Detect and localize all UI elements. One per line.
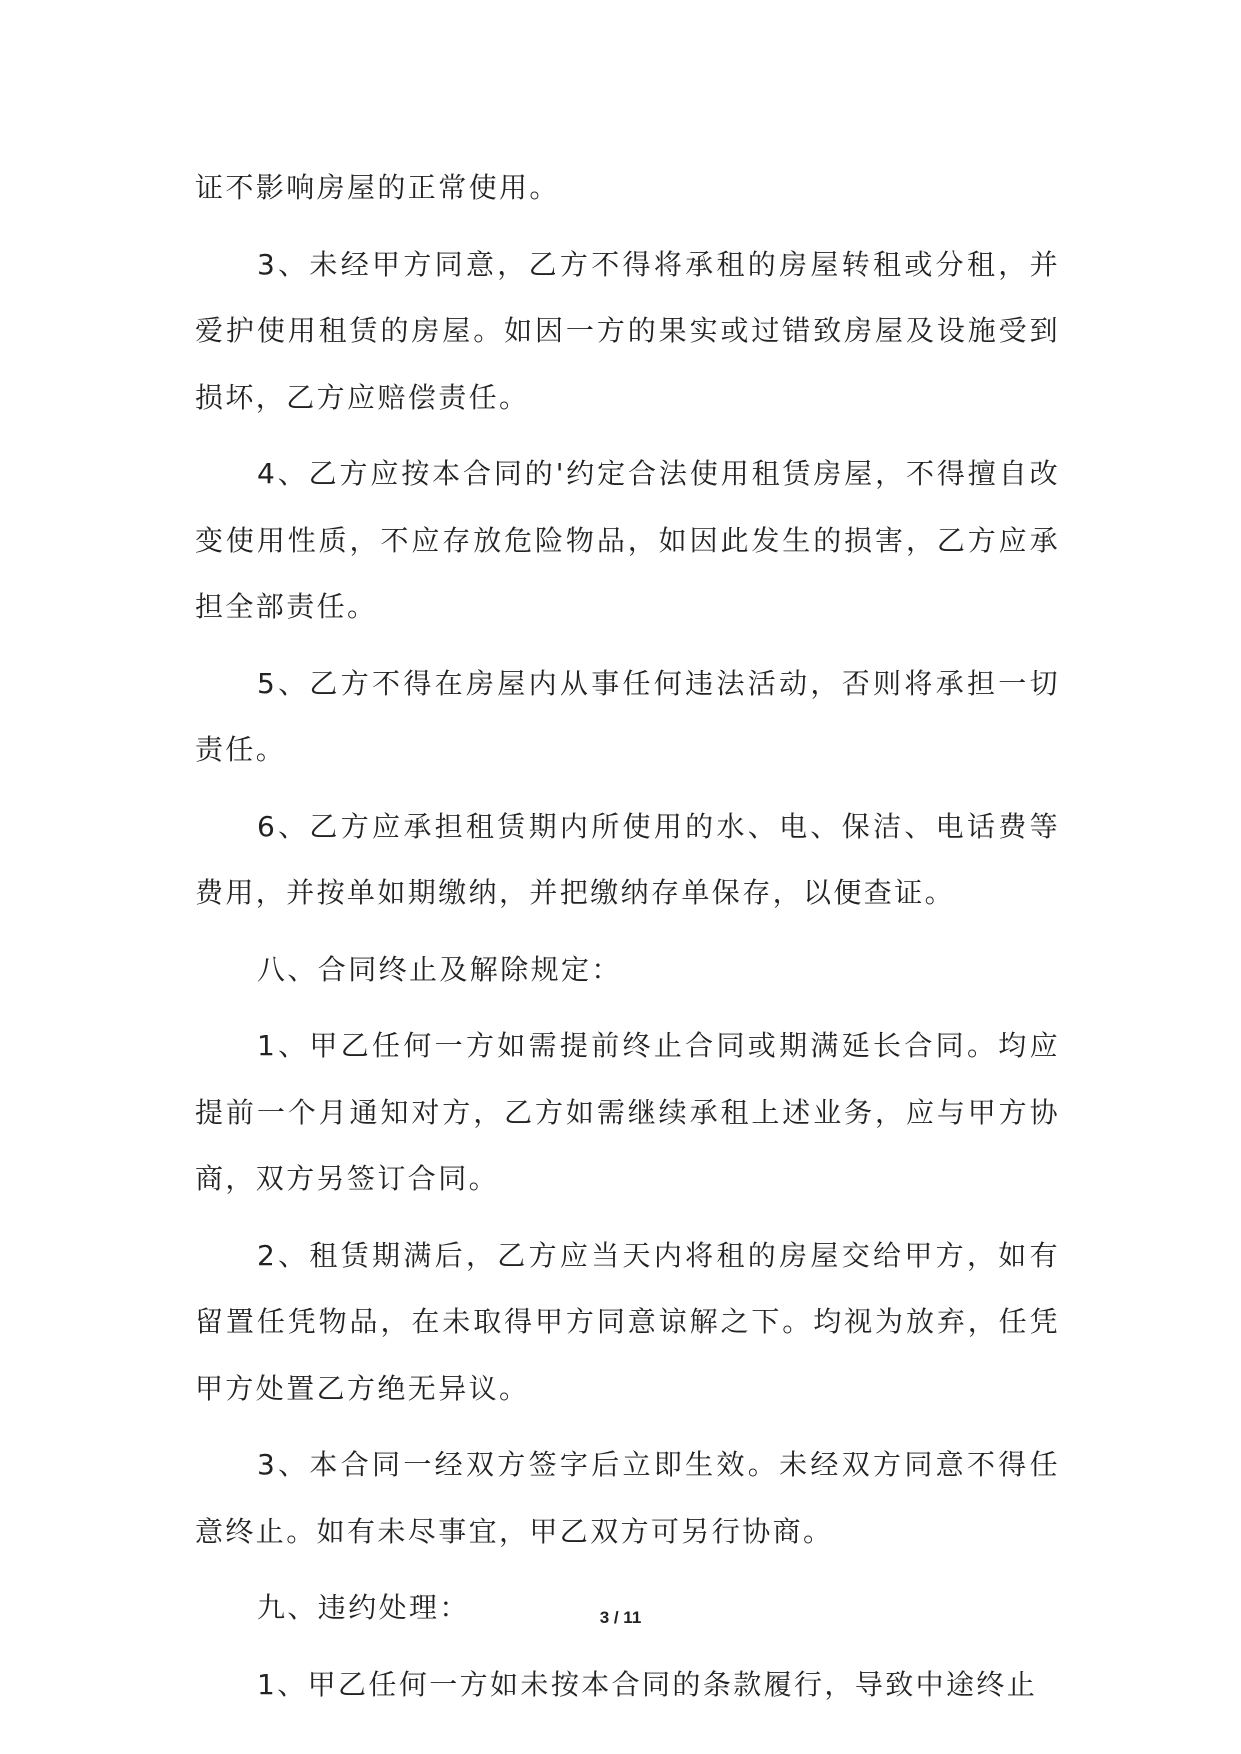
section-heading-breach: 九、违约处理： xyxy=(257,1591,470,1624)
paragraph-termination-1: 1、甲乙任何一方如需提前终止合同或期满延长合同。均应提前一个月通知对方，乙方如需继续承租上述业务，应与甲方协商，双方另签订合同。 xyxy=(195,1029,1060,1195)
paragraph-termination-2: 2、租赁期满后，乙方应当天内将租的房屋交给甲方，如有留置任凭物品，在未取得甲方同意谅解之下。均视为放弃，任凭甲方处置乙方绝无异议。 xyxy=(195,1238,1060,1405)
page-number: 3 / 11 xyxy=(599,1608,642,1627)
paragraph-clause-5: 5、乙方不得在房屋内从事任何违法活动，否则将承担一切责任。 xyxy=(195,666,1060,766)
paragraph-breach-1: 1、甲乙任何一方如未按本合同的条款履行，导致中途终止 xyxy=(257,1667,1038,1701)
paragraph-clause-6: 6、乙方应承担租赁期内所使用的水、电、保洁、电话费等费用，并按单如期缴纳，并把缴纳存单保存，以便查证。 xyxy=(195,809,1060,909)
document-body xyxy=(195,155,1060,1728)
paragraph-clause-4: 4、乙方应按本合同的'约定合法使用租赁房屋，不得擅自改变使用性质，不应存放危险物品，如因此发生的损害，乙方应承担全部责任。 xyxy=(195,457,1060,623)
paragraph-continuation: 证不影响房屋的正常使用。 xyxy=(195,171,560,204)
paragraph-clause-3: 3、未经甲方同意，乙方不得将承租的房屋转租或分租，并爱护使用租赁的房屋。如因一方的果实或过错致房屋及设施受到损坏，乙方应赔偿责任。 xyxy=(195,247,1060,414)
paragraph-termination-3: 3、本合同一经双方签字后立即生效。未经双方同意不得任意终止。如有未尽事宜，甲乙双方可另行协商。 xyxy=(195,1448,1060,1548)
section-heading-termination: 八、合同终止及解除规定： xyxy=(257,952,622,986)
